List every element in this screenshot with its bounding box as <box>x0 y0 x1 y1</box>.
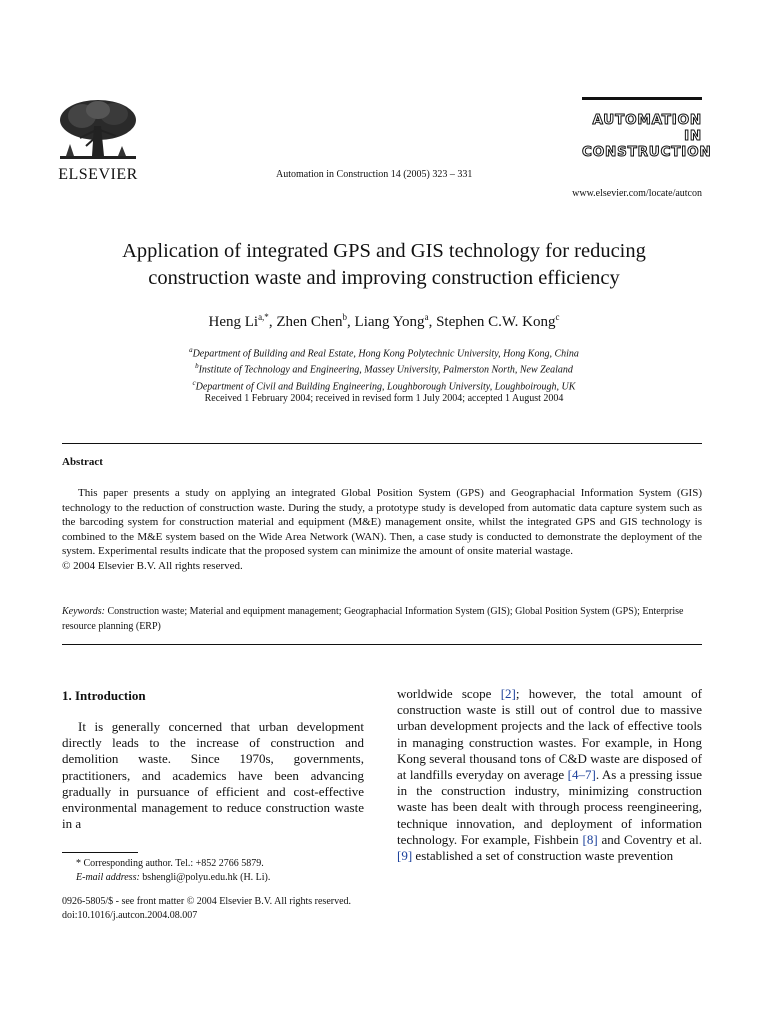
author-name[interactable]: Stephen C.W. Kong <box>436 314 556 330</box>
footnote <box>62 857 270 885</box>
author-affiliation-mark: a,* <box>258 312 269 322</box>
keywords-label: Keywords: <box>62 606 105 617</box>
section-heading: 1. Introduction <box>62 688 146 703</box>
email-label: E-mail address: <box>76 872 140 883</box>
author-affiliation-mark: b <box>342 312 348 322</box>
elsevier-tree-icon <box>56 96 140 164</box>
affiliation-item <box>40 377 728 393</box>
author-name[interactable]: Heng Li <box>208 314 259 330</box>
article-title-line2: construction waste and improving construction efficiency <box>148 267 620 289</box>
body-text: established a set of construction waste prevention <box>412 848 674 864</box>
corresponding-author-note: * Corresponding author. Tel.: +852 2766 5879. <box>76 858 264 869</box>
author-affiliation-mark: a <box>424 312 429 322</box>
email-address-link[interactable]: bshengli@polyu.edu.hk (H. Li). <box>139 872 271 883</box>
affiliation-item <box>40 344 728 360</box>
affiliation-mark: c <box>192 378 196 387</box>
citation-link[interactable]: [2] <box>500 686 516 701</box>
keywords-list: Construction waste; Material and equipment management; Geographacial Information System (GIS); Global Position System (GPS); Enterprise resource planning (ERP) <box>62 606 684 632</box>
body-text: ; however, the total amount of construction waste is still out of control due to massive urban development projects and the lack of effective tools in managing construction wastes. For example, in Hong Kong several thousand tons of C&D waste are disposed of at landfills everyday on average <box>397 686 702 783</box>
abstract-body <box>62 486 702 574</box>
body-text: . As a pressing issue in the construction industry, minimizing construction waste has been dealt with through process reengineering, technique innovation, and deployment of information technology. For example, Fishbein <box>397 767 702 847</box>
front-matter <box>62 895 351 923</box>
author-name[interactable]: Liang Yong <box>354 314 425 330</box>
author-affiliation-mark: c <box>555 312 560 322</box>
affiliation-mark: a <box>189 346 193 354</box>
keywords <box>62 605 702 634</box>
article-title-line1: Application of integrated GPS and GIS technology for reducing <box>122 240 646 262</box>
abstract-text: This paper presents a study on applying an integrated Global Position System (GPS) and Geographacial Information System (GIS) technology to the reduction of construction waste. During the study, a prototype study is developed from automatic data capture system such as the barcoding system for construction material and equipment (M&E) management onsite, whilst the integrated GPS and GIS technology is combined to the M&E system based on the Wide Area Network (WAN). Then, a case study is conducted to demonstrate the deployment of the system. Experimental results indicate that the proposed system can minimize the amount of onsite material wastage. <box>62 487 702 558</box>
journal-logo <box>582 97 712 160</box>
journal-logo-line2: CONSTRUCTION <box>582 144 712 160</box>
publisher-name: ELSEVIER <box>58 166 138 183</box>
doi-link[interactable]: doi:10.1016/j.autcon.2004.08.007 <box>62 910 198 921</box>
body-text: worldwide scope <box>397 686 501 701</box>
intro-paragraph: It is generally concerned that urban development directly leads to the increase of construction and demolition waste. Since 1970s, governments, practitioners, and academics have been advancing gradually in pursuance of efficient and cost-effective environmental management to reduce construction waste in a <box>62 719 364 832</box>
affiliation-text: Department of Building and Real Estate, Hong Kong Polytechnic University, Hong Kong, China <box>192 348 579 360</box>
journal-logo-rule <box>582 97 702 100</box>
publisher-logo <box>56 96 140 184</box>
body-text: and Coventry et al. <box>597 831 703 847</box>
journal-logo-line1: AUTOMATION IN <box>592 112 702 144</box>
citation-link[interactable]: [8] <box>582 831 598 847</box>
affiliation-list <box>40 344 728 393</box>
article-title <box>40 238 728 292</box>
journal-url-link[interactable]: www.elsevier.com/locate/autcon <box>572 188 702 199</box>
issn-copyright: 0926-5805/$ - see front matter © 2004 Elsevier B.V. All rights reserved. <box>62 896 352 907</box>
affiliation-mark: b <box>195 362 199 371</box>
article-dates: Received 1 February 2004; received in revised form 1 July 2004; accepted 1 August 2004 <box>204 393 564 404</box>
author-list: Heng $Li^{a,*}$, Zhen Chen$^b$, Liang Yong$^a$, Stephen C.W. Kong$^c$ <box>208 312 560 330</box>
affiliation-text: Institute of Technology and Engineering, Massey University, Palmerston North, New Zealand <box>198 364 573 376</box>
abstract-heading: Abstract <box>62 456 103 468</box>
affiliation-text: Department of Civil and Building Engineering, Loughborough University, Loughboirough, UK <box>195 380 576 392</box>
author-name[interactable]: Zhen Chen <box>276 314 343 330</box>
footnote-divider <box>62 852 138 853</box>
abstract-copyright: © 2004 Elsevier B.V. All rights reserved. <box>62 559 243 572</box>
intro-paragraph-continued <box>397 686 702 864</box>
journal-reference: Automation in Construction 14 (2005) 323 – 331 <box>276 169 473 180</box>
affiliation-item <box>40 360 728 376</box>
divider <box>62 443 702 444</box>
citation-link[interactable]: [9] <box>397 848 413 864</box>
divider <box>62 644 702 645</box>
citation-link[interactable]: [4–7] <box>567 767 596 783</box>
email-note <box>62 871 270 885</box>
